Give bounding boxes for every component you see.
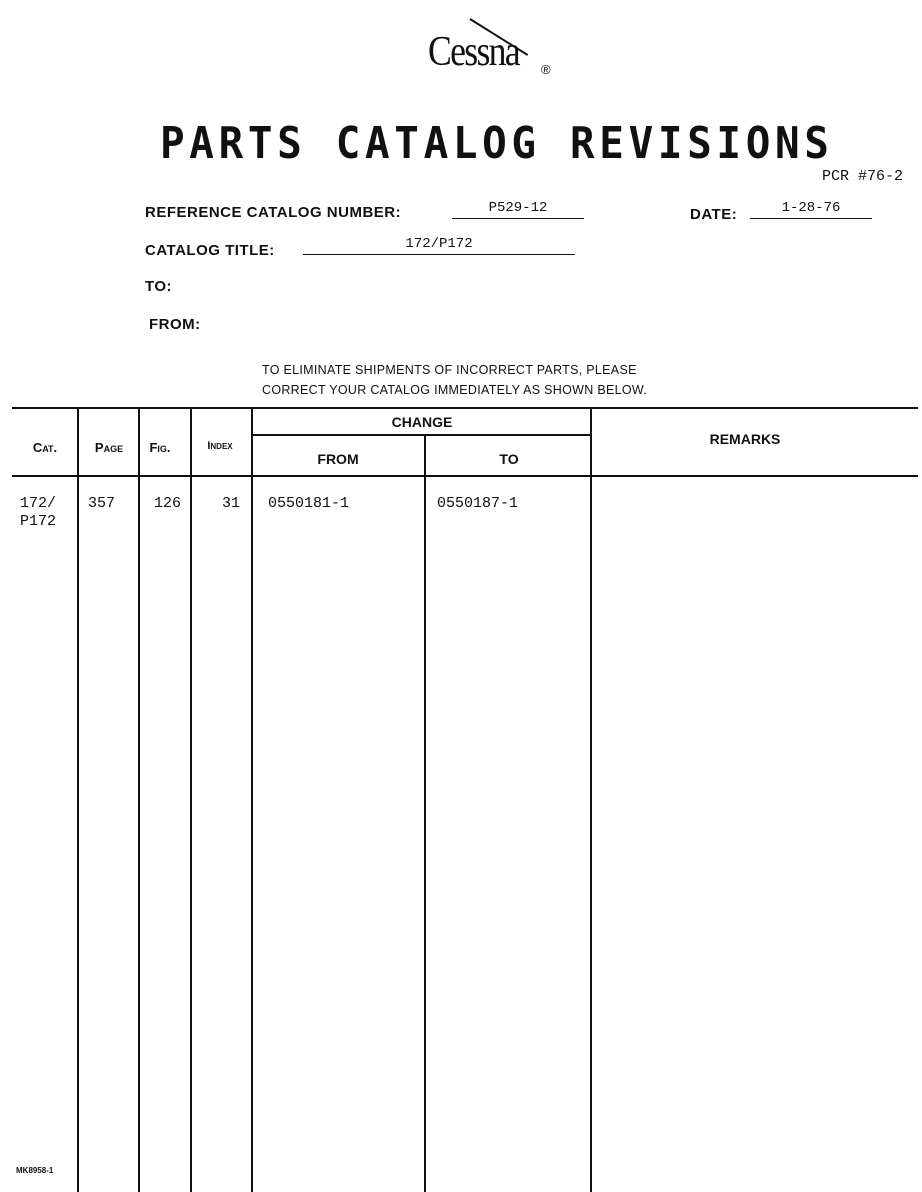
header-cat: Cat. (32, 440, 58, 455)
header-fig: Fig. (149, 440, 171, 455)
header-page: Page (94, 440, 124, 455)
cessna-logo: Cessna (428, 29, 519, 75)
notice-line-1: TO ELIMINATE SHIPMENTS OF INCORRECT PARTS, PLEASE (262, 363, 637, 377)
column-divider (77, 408, 79, 1192)
column-divider (251, 408, 253, 1192)
cell-from: 0550181-1 (268, 495, 350, 512)
cell-page: 357 (88, 495, 116, 512)
notice-line-2: CORRECT YOUR CATALOG IMMEDIATELY AS SHOWN BELOW. (262, 383, 648, 397)
column-divider (138, 408, 140, 1192)
date-label: DATE: (690, 206, 738, 223)
cell-cat (20, 495, 56, 531)
table-top-rule (12, 407, 918, 409)
column-divider (190, 408, 192, 1192)
cell-fig: 126 (154, 495, 182, 512)
ref-catalog-value: P529-12 (452, 200, 584, 219)
pcr-number: PCR #76-2 (822, 168, 904, 185)
header-remarks: REMARKS (709, 431, 781, 447)
column-divider (424, 435, 426, 1192)
header-index: Index (207, 440, 233, 452)
cell-index: 31 (221, 495, 240, 512)
column-divider (590, 408, 592, 1192)
header-change: CHANGE (391, 414, 453, 430)
cat-line-1: 172/ (20, 495, 57, 512)
ref-catalog-label: REFERENCE CATALOG NUMBER: (145, 204, 402, 221)
date-value: 1-28-76 (750, 200, 872, 219)
catalog-title-value: 172/P172 (303, 236, 575, 255)
catalog-title-label: CATALOG TITLE: (145, 242, 275, 259)
notice (262, 360, 647, 400)
header-bottom-rule (12, 475, 918, 477)
header-from: FROM (317, 451, 359, 467)
cell-to: 0550187-1 (437, 495, 519, 512)
from-label: FROM: (149, 316, 201, 333)
registered-mark: ® (541, 62, 551, 77)
page-title: PARTS CATALOG REVISIONS (160, 118, 834, 169)
form-number: MK8958-1 (16, 1166, 54, 1175)
header-to: TO (499, 451, 519, 467)
to-label: TO: (145, 278, 173, 295)
cat-line-2: P172 (20, 513, 57, 530)
change-rule (252, 434, 592, 436)
